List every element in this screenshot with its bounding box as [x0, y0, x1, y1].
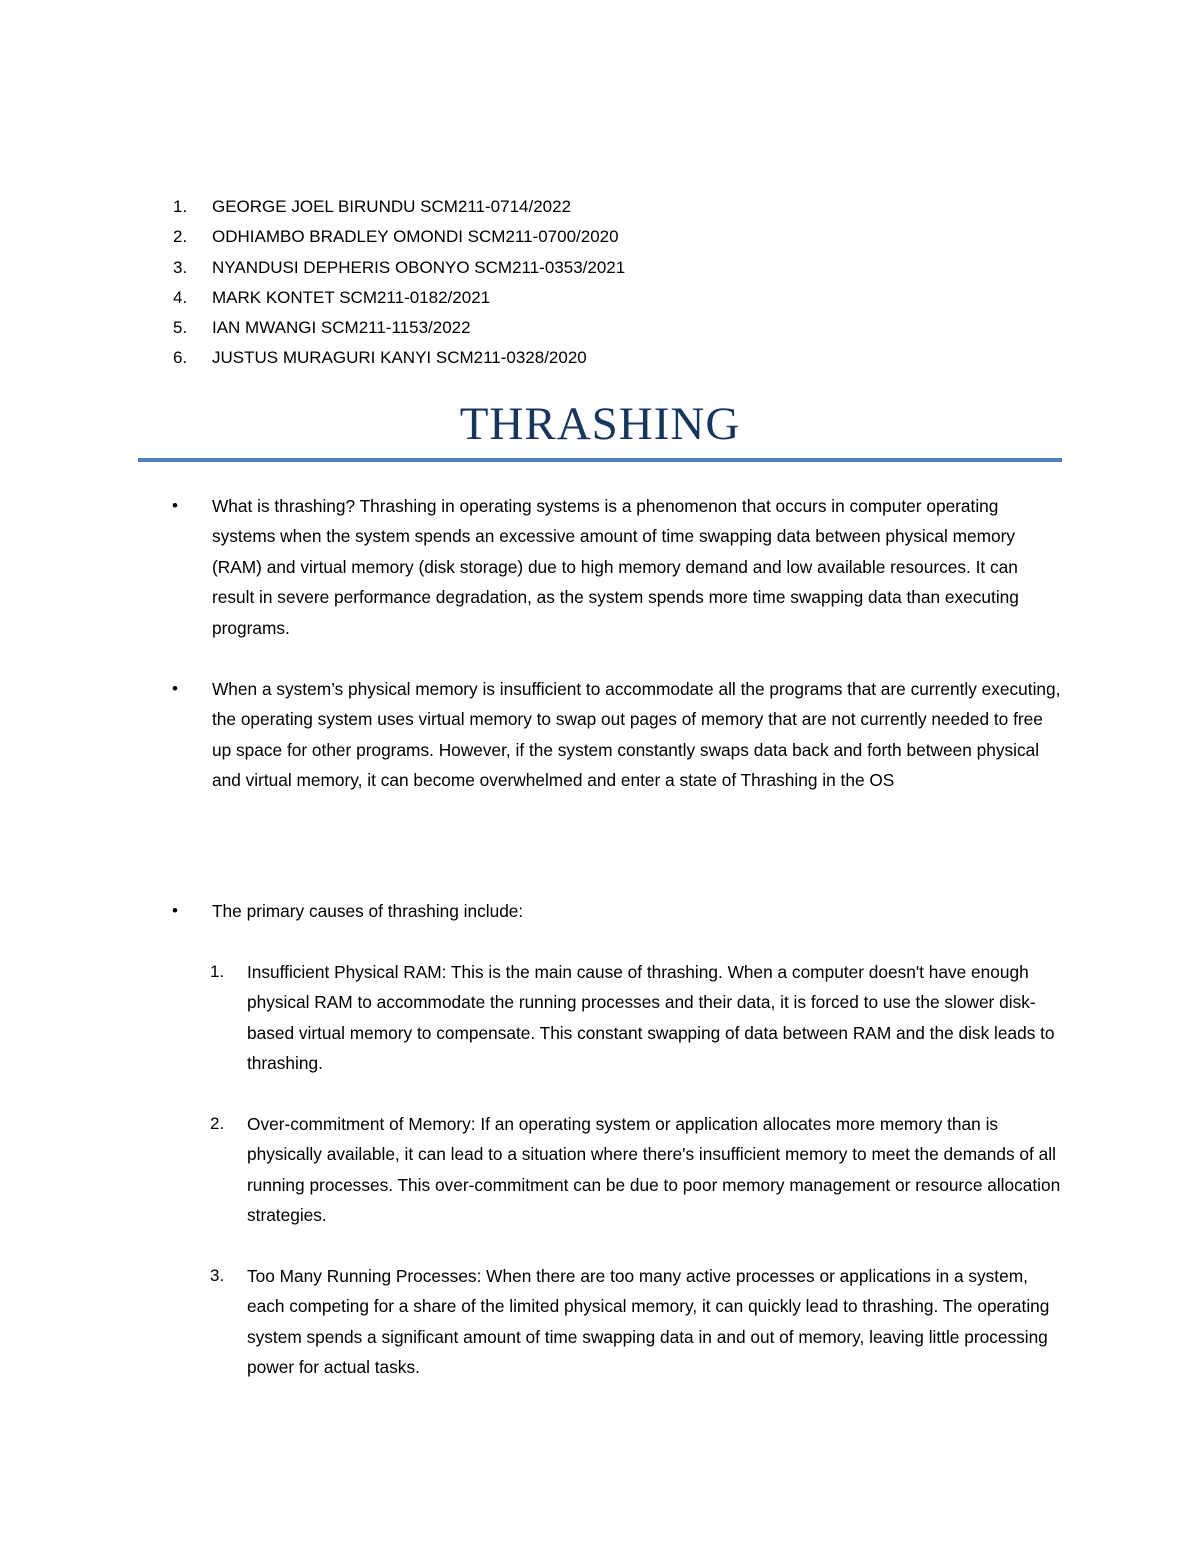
- bullet-text: The primary causes of thrashing include:: [212, 901, 524, 921]
- title-underline: [138, 458, 1062, 462]
- bullet-text: When a system’s physical memory is insufficient to accommodate all the programs that are currently executing, the operating system uses virtual memory to swap out pages of memory that are not currently needed to free up space for other programs. However, if the system constantly swaps data back and forth between physical and virtual memory, it can become overwhelmed and enter a state of Thrashing in the OS: [212, 679, 1061, 791]
- list-number: 6.: [173, 348, 188, 368]
- cause-text: Insufficient Physical RAM: This is the main cause of thrashing. When a computer doesn't have enough physical RAM to accommodate the running processes and their data, it is forced to use the slower disk-based virtual memory to compensate. This constant swapping of data between RAM and the disk leads to thrashing.: [247, 962, 1055, 1074]
- list-number: 3.: [210, 1266, 225, 1285]
- member-item: [173, 283, 1073, 313]
- member-name: ODHIAMBO BRADLEY OMONDI SCM211-0700/2020: [212, 227, 619, 247]
- list-number: 1.: [210, 962, 225, 981]
- list-number: 2.: [173, 227, 188, 247]
- bullet-icon: •: [172, 901, 178, 920]
- cause-item-over-commitment: [210, 1109, 1070, 1231]
- member-name: MARK KONTET SCM211-0182/2021: [212, 287, 491, 307]
- member-name: IAN MWANGI SCM211-1153/2022: [212, 318, 471, 338]
- bullet-paragraph-virtual-memory: [172, 674, 1072, 796]
- member-name: GEORGE JOEL BIRUNDU SCM211-0714/2022: [212, 197, 572, 216]
- member-name: JUSTUS MURAGURI KANYI SCM211-0328/2020: [212, 348, 587, 368]
- bullet-paragraph-causes-intro: [172, 896, 1072, 926]
- member-item: [173, 313, 1073, 343]
- bullet-icon: •: [172, 679, 178, 698]
- member-item: [173, 192, 1073, 222]
- bullet-icon: •: [172, 496, 178, 515]
- bullet-text: What is thrashing? Thrashing in operating systems is a phenomenon that occurs in computer operating systems when the system spends an excessive amount of time swapping data between physical memory (RAM) and virtual memory (disk storage) due to high memory demand and low available resources. It can result in severe performance degradation, as the system spends more time swapping data than executing programs.: [212, 496, 1019, 638]
- cause-text: Too Many Running Processes: When there are too many active processes or applications in a system, each competing for a share of the limited physical memory, it can quickly lead to thrashing. The operating system spends a significant amount of time swapping data in and out of memory, leaving little processing power for actual tasks.: [247, 1266, 1050, 1378]
- document-title: THRASHING: [459, 398, 741, 450]
- group-members-list: [173, 192, 1073, 374]
- cause-text: Over-commitment of Memory: If an operating system or application allocates more memory than is physically available, it can lead to a situation where there's insufficient memory to meet the demands of all running processes. This over-commitment can be due to poor memory management or resource allocation strategies.: [247, 1114, 1061, 1226]
- cause-item-insufficient-ram: [210, 957, 1070, 1079]
- cause-item-too-many-processes: [210, 1261, 1070, 1383]
- list-number: 4.: [173, 287, 188, 307]
- member-item: [173, 343, 1073, 373]
- member-name: NYANDUSI DEPHERIS OBONYO SCM211-0353/2021: [212, 257, 626, 277]
- member-item: [173, 253, 1073, 283]
- bullet-paragraph-what-is-thrashing: [172, 491, 1072, 643]
- member-item: [173, 222, 1073, 252]
- list-number: 3.: [173, 257, 188, 277]
- list-number: 2.: [210, 1114, 225, 1133]
- list-number: 1.: [173, 197, 188, 216]
- list-number: 5.: [173, 318, 188, 338]
